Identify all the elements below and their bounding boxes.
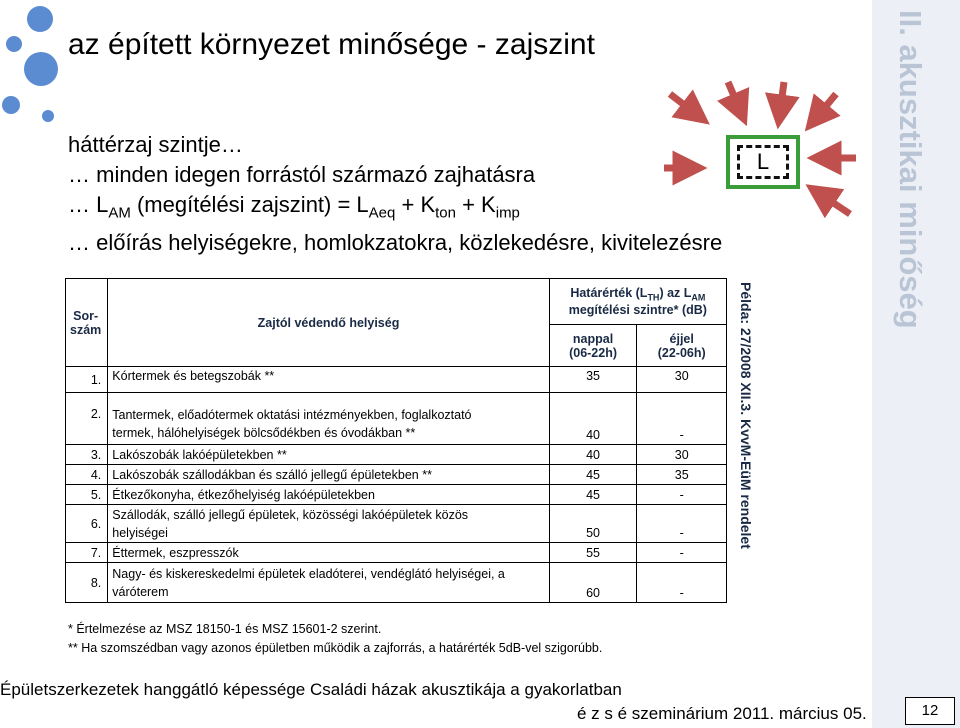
row-place: Tantermek, előadótermek oktatási intézményekben, foglalkoztató termek, hálóhelyiségek bölcsődékben és óvodákban **	[108, 393, 549, 445]
row-night: 30	[637, 445, 727, 465]
page-number: 12	[905, 697, 955, 725]
row-day: 55	[549, 543, 637, 563]
row-day: 40	[549, 393, 637, 445]
table-row	[66, 563, 727, 603]
row-num: 8.	[66, 563, 108, 603]
row-night: 35	[637, 465, 727, 485]
decor-dot-2	[27, 6, 53, 32]
row-day: 40	[549, 445, 637, 465]
level-l-box	[726, 135, 800, 189]
header-day: nappal (06-22h)	[549, 325, 637, 367]
row-place: Kórtermek és betegszobák **	[108, 367, 549, 393]
bullet-line-3: … $L_{AM}$ (megítélési zajszint) = $L_{Aeq} + K_{ton} + K_{imp}$	[68, 192, 520, 222]
row-night: -	[637, 393, 727, 445]
row-place: Lakószobák lakóépületekben **	[108, 445, 549, 465]
row-night: -	[637, 563, 727, 603]
row-place: Nagy- és kiskereskedelmi épületek eladóterei, vendéglátó helyiségei, a váróterem	[108, 563, 549, 603]
table-row	[66, 505, 727, 543]
table-row	[66, 445, 727, 465]
table-row	[66, 485, 727, 505]
table-row	[66, 393, 727, 445]
footnote-1: * Értelmezése az MSZ 18150-1 és MSZ 15601-2 szerint.	[68, 622, 382, 636]
row-place: Szállodák, szálló jellegű épületek, közösségi lakóépületek közös helyiségei	[108, 505, 549, 543]
row-night: -	[637, 543, 727, 563]
row-num: 7.	[66, 543, 108, 563]
row-num: 1.	[66, 367, 108, 393]
row-place: Lakószobák szállodákban és szálló jellegű épületekben **	[108, 465, 549, 485]
row-num: 5.	[66, 485, 108, 505]
decor-dot-1	[6, 36, 22, 52]
row-day: 35	[549, 367, 637, 393]
bullet-list	[68, 130, 722, 258]
table-row	[66, 543, 727, 563]
row-num: 6.	[66, 505, 108, 543]
side-title: II. akusztikai minőség	[893, 10, 928, 329]
level-l-label: L	[756, 149, 770, 174]
row-num: 2.	[66, 393, 108, 445]
bullet-line-4: … előírás helyiségekre, homlokzatokra, közlekedésre, kivitelezésre	[68, 230, 723, 256]
row-night: -	[637, 505, 727, 543]
footer-date: é z s é szeminárium 2011. március 05.	[577, 704, 867, 723]
row-day: 45	[549, 485, 637, 505]
decor-dot-5	[42, 110, 54, 122]
row-night: 30	[637, 367, 727, 393]
header-limit: Határérték $(L_{TH})$ az $L_{AM}$ megítélési szintre* (dB)	[549, 279, 726, 325]
footnote-2: ** Ha szomszédban vagy azonos épületben működik a zajforrás, a határérték 5dB-vel szigorúbb.	[68, 641, 603, 655]
row-day: 60	[549, 563, 637, 603]
row-num: 3.	[66, 445, 108, 465]
row-place: Éttermek, eszpresszók	[108, 543, 549, 563]
row-place: Étkezőkonyha, étkezőhelyiség lakóépületekben	[108, 485, 549, 505]
bullet-line-2: … minden idegen forrástól származó zajhatásra	[68, 162, 536, 187]
header-night: éjjel (22-06h)	[637, 325, 727, 367]
header-num: Sor-szám	[66, 279, 108, 367]
bullet-line-1: háttérzaj szintje…	[68, 132, 243, 157]
limit-table	[65, 278, 727, 603]
decor-dot-3	[24, 52, 58, 86]
example-regulation-label: Példa: 27/2008 XII.3. KvvM-EüM rendelet	[738, 282, 754, 549]
footer-title: Épületszerkezetek hanggátló képessége Családi házak akusztikája a gyakorlatban	[0, 680, 622, 699]
slide-title: az épített környezet minősége - zajszint	[68, 28, 595, 61]
header-place: Zajtól védendő helyiség	[108, 279, 549, 367]
row-night: -	[637, 485, 727, 505]
decor-dot-4	[2, 96, 20, 114]
table-row	[66, 367, 727, 393]
row-day: 45	[549, 465, 637, 485]
row-day: 50	[549, 505, 637, 543]
table-row	[66, 465, 727, 485]
row-num: 4.	[66, 465, 108, 485]
table-header-row	[66, 279, 727, 325]
